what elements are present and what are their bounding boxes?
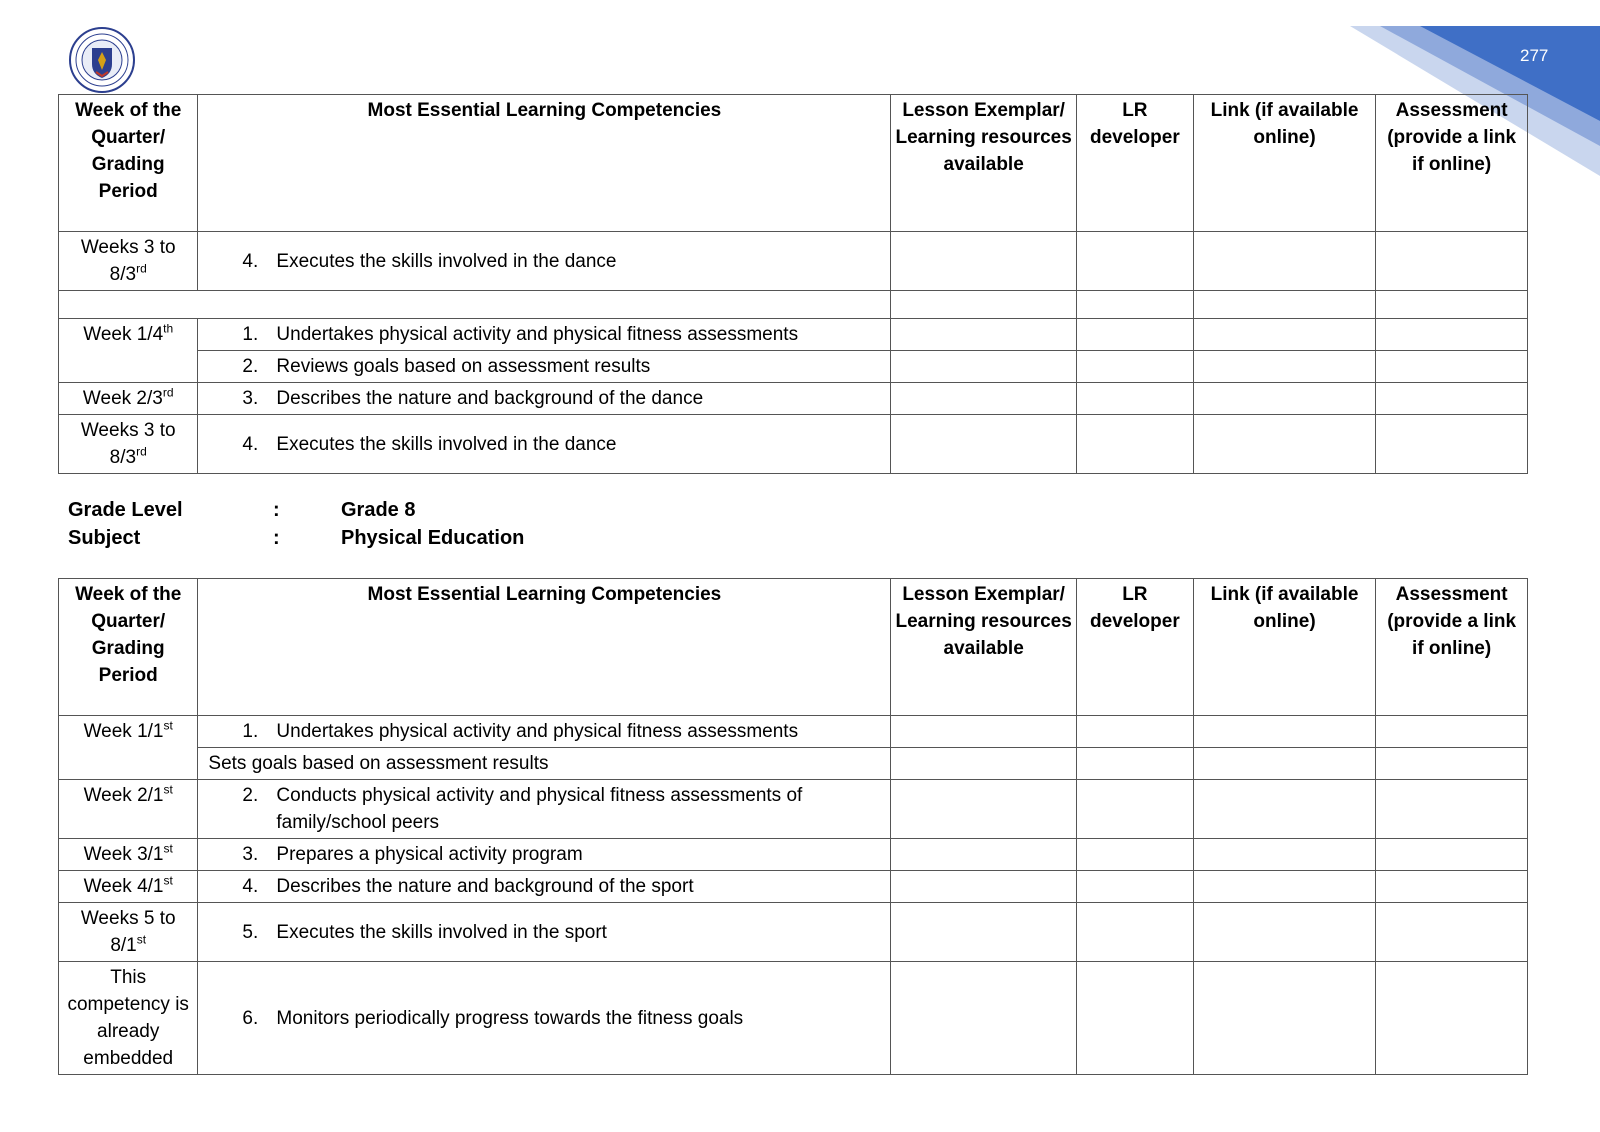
header-assessment: Assessment (provide a link if online) bbox=[1376, 95, 1528, 232]
week-cell: Week 1/1st bbox=[59, 716, 198, 780]
competency-table-1 bbox=[58, 94, 1528, 474]
week-cell: Weeks 3 to 8/3rd bbox=[59, 232, 198, 291]
competency-cell: 6. Monitors periodically progress towards the fitness goals bbox=[198, 962, 891, 1075]
header-lesson: Lesson Exemplar/ Learning resources available bbox=[891, 95, 1077, 232]
grade-level-label: Grade Level bbox=[68, 499, 183, 521]
subject-label: Subject bbox=[68, 527, 141, 549]
week-cell: Week 3/1st bbox=[59, 839, 198, 871]
table-row bbox=[59, 780, 1528, 839]
week-cell: Week 2/1st bbox=[59, 780, 198, 839]
competency-cell: 4. Executes the skills involved in the dance bbox=[198, 415, 891, 474]
grade-subject-info bbox=[68, 496, 524, 552]
competency-cell: 1. Undertakes physical activity and physical fitness assessments bbox=[198, 716, 891, 748]
header-melc: Most Essential Learning Competencies bbox=[198, 95, 891, 232]
table-row bbox=[59, 383, 1528, 415]
week-cell: Week 2/3rd bbox=[59, 383, 198, 415]
table-row bbox=[59, 871, 1528, 903]
header-week: Week of the Quarter/ Grading Period bbox=[59, 579, 198, 716]
grade-level-colon: : bbox=[273, 499, 280, 521]
header-link: Link (if available online) bbox=[1193, 579, 1375, 716]
subject-colon: : bbox=[273, 527, 280, 549]
header-lr-developer: LR developer bbox=[1076, 579, 1193, 716]
table-row bbox=[59, 319, 1528, 351]
header-link: Link (if available online) bbox=[1193, 95, 1375, 232]
deped-seal-logo bbox=[68, 26, 136, 94]
week-cell: Week 4/1st bbox=[59, 871, 198, 903]
week-cell: Week 1/4th bbox=[59, 319, 198, 383]
grade-level-value: Grade 8 bbox=[341, 499, 416, 521]
table-row bbox=[59, 415, 1528, 474]
table-row bbox=[59, 903, 1528, 962]
competency-cell: 2. Reviews goals based on assessment results bbox=[198, 351, 891, 383]
competency-cell: 3. Prepares a physical activity program bbox=[198, 839, 891, 871]
competency-table-2 bbox=[58, 578, 1528, 1075]
competency-cell: 4. Describes the nature and background of the sport bbox=[198, 871, 891, 903]
competency-cell: 1. Undertakes physical activity and physical fitness assessments bbox=[198, 319, 891, 351]
week-cell: This competency is already embedded bbox=[59, 962, 198, 1075]
week-cell: Weeks 3 to 8/3rd bbox=[59, 415, 198, 474]
table-row bbox=[59, 962, 1528, 1075]
page-number: 277 bbox=[1520, 46, 1549, 65]
header-assessment: Assessment (provide a link if online) bbox=[1376, 579, 1528, 716]
competency-cell: 3. Describes the nature and background of the dance bbox=[198, 383, 891, 415]
header-lesson: Lesson Exemplar/ Learning resources available bbox=[891, 579, 1077, 716]
table-row bbox=[59, 716, 1528, 748]
header-week: Week of the Quarter/ Grading Period bbox=[59, 95, 198, 232]
subject-value: Physical Education bbox=[341, 527, 525, 549]
competency-cell: 4. Executes the skills involved in the dance bbox=[198, 232, 891, 291]
table-row bbox=[59, 839, 1528, 871]
table-row-empty bbox=[59, 291, 1528, 319]
competency-cell: 2. Conducts physical activity and physical fitness assessments of family/school peers bbox=[198, 780, 891, 839]
table-row bbox=[59, 351, 1528, 383]
header-melc: Most Essential Learning Competencies bbox=[198, 579, 891, 716]
header-lr-developer: LR developer bbox=[1076, 95, 1193, 232]
competency-cell: 5. Executes the skills involved in the sport bbox=[198, 903, 891, 962]
table-row bbox=[59, 232, 1528, 291]
competency-cell: Sets goals based on assessment results bbox=[198, 748, 891, 780]
week-cell: Weeks 5 to 8/1st bbox=[59, 903, 198, 962]
table-row bbox=[59, 748, 1528, 780]
